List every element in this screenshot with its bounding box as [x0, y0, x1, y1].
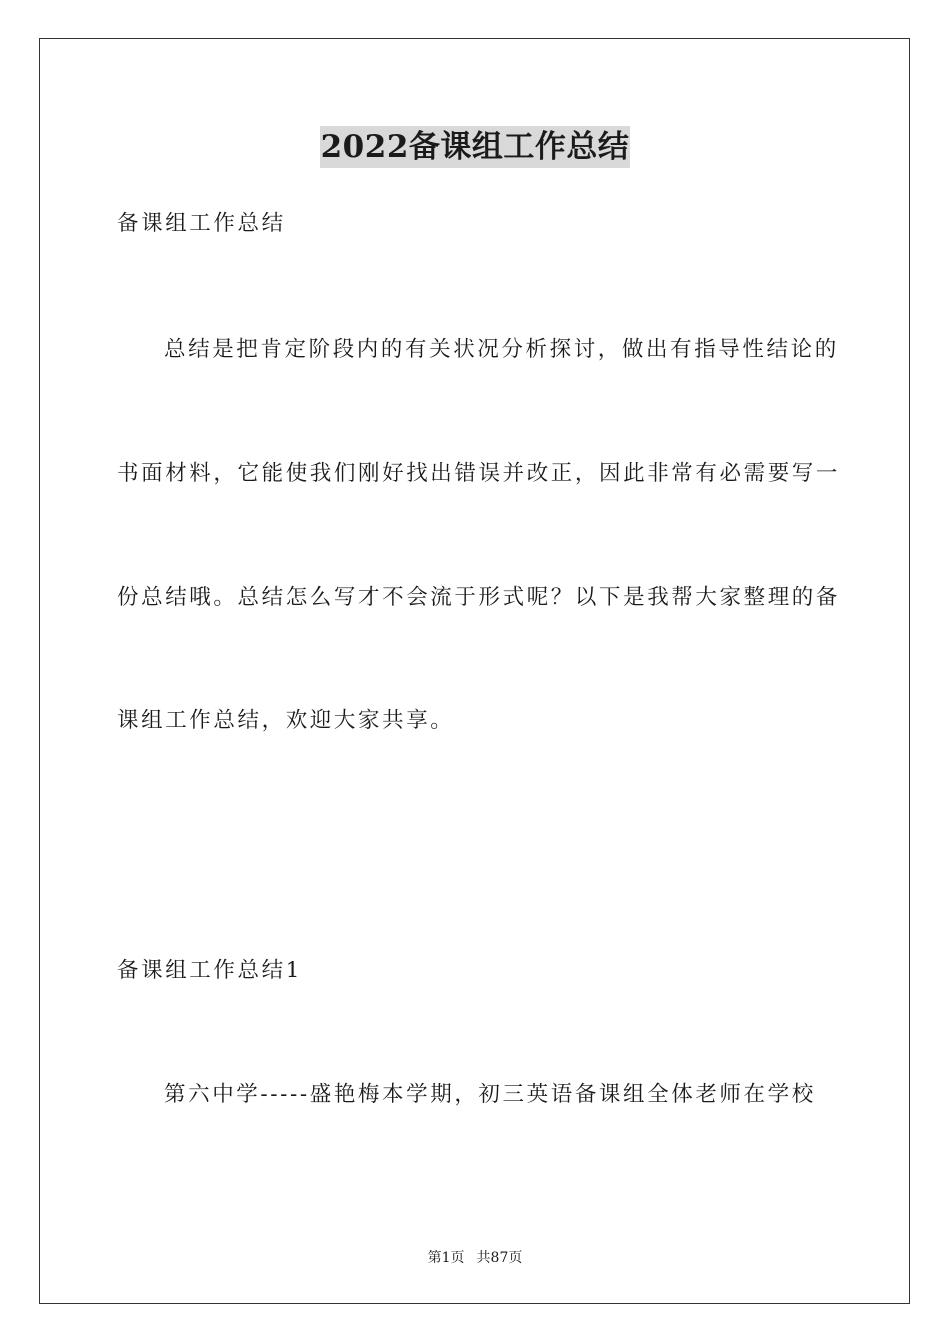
paragraph-line: 书面材料，它能使我们刚好找出错误并改正，因此非常有必需要写一 [117, 461, 841, 486]
page-total: 共87页 [476, 1250, 523, 1266]
paragraph-line: 份总结哦。总结怎么写才不会流于形式呢？以下是我帮大家整理的备 [117, 585, 841, 610]
document-title [0, 126, 950, 168]
paragraph-line: 课组工作总结，欢迎大家共享。 [117, 708, 455, 733]
paragraph-line: 第六中学-----盛艳梅本学期，初三英语备课组全体老师在学校 [164, 1082, 816, 1107]
paragraph-line: 总结是把肯定阶段内的有关状况分析探讨，做出有指导性结论的 [164, 337, 839, 362]
page-number: 第1页 [427, 1250, 465, 1266]
page-footer [0, 1247, 950, 1267]
document-title-text: 2022备课组工作总结 [320, 126, 631, 168]
section-heading: 备课组工作总结 [117, 211, 286, 236]
section-heading: 备课组工作总结1 [117, 958, 302, 983]
